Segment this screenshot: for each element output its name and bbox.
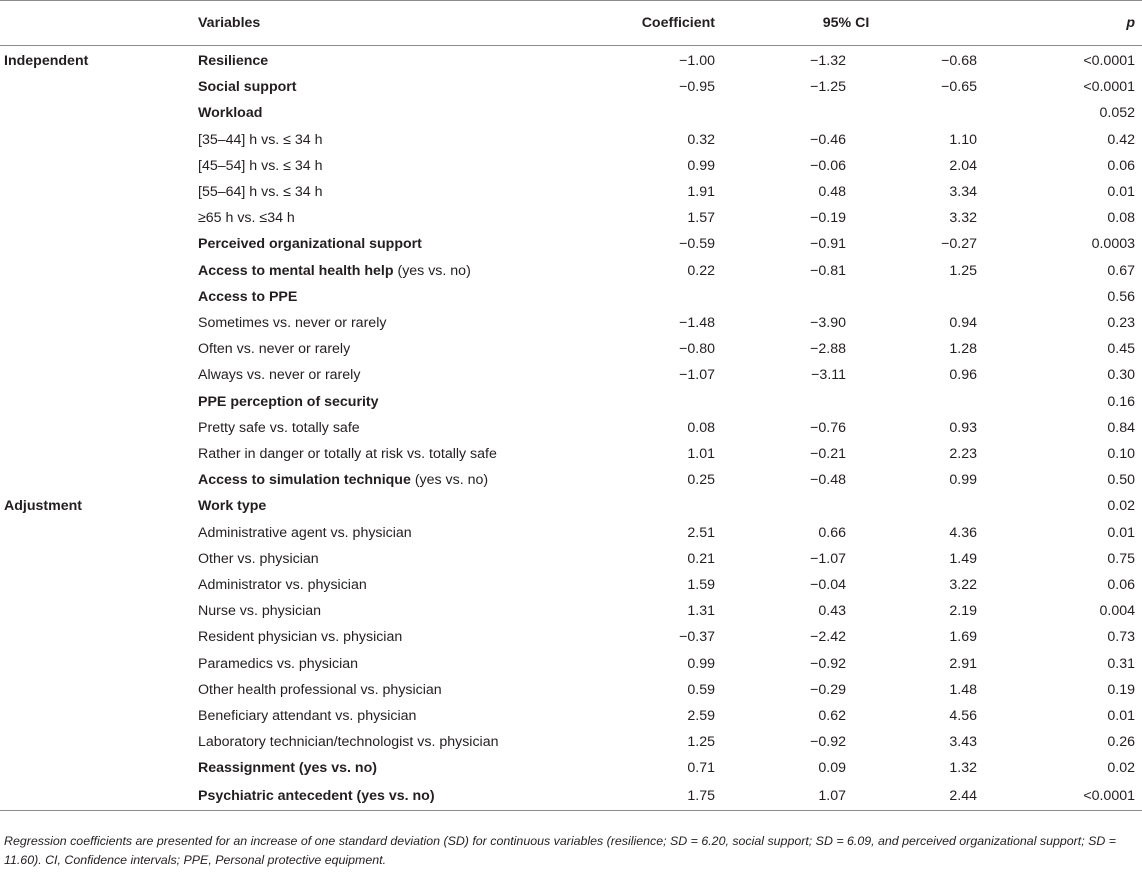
row-coefficient xyxy=(600,284,715,310)
row-ci-lower: −3.90 xyxy=(810,315,846,332)
header-row xyxy=(0,1,1142,46)
row-p-value: 0.01 xyxy=(1107,524,1135,541)
table-row xyxy=(0,677,1142,703)
row-coefficient: −1.07 xyxy=(679,367,715,384)
row-group-label xyxy=(0,677,198,703)
row-variable-label: Rather in danger or totally at risk vs. totally safe xyxy=(198,446,497,463)
row-variable-label: ≥65 h vs. ≤34 h xyxy=(198,210,295,227)
row-group-label xyxy=(0,782,198,811)
row-ci-upper: 4.56 xyxy=(949,708,977,725)
header-variables: Variables xyxy=(198,1,600,46)
row-coefficient: −0.59 xyxy=(679,236,715,253)
row-variable-label: Pretty safe vs. totally safe xyxy=(198,419,360,436)
table-row xyxy=(0,127,1142,153)
row-variable-label: Other vs. physician xyxy=(198,550,319,567)
row-ci-upper: 0.94 xyxy=(949,315,977,332)
row-variable-label: Access to PPE xyxy=(198,288,298,305)
row-ci-lower: 1.07 xyxy=(715,782,846,811)
table-row xyxy=(0,441,1142,467)
row-variable-label: Sometimes vs. never or rarely xyxy=(198,315,387,332)
row-variable-label: [45–54] h vs. ≤ 34 h xyxy=(198,157,323,174)
row-coefficient: −0.80 xyxy=(679,341,715,358)
row-group-label xyxy=(0,755,198,781)
row-variable-label: Nurse vs. physician xyxy=(198,603,322,620)
row-group-label xyxy=(0,205,198,231)
row-variable-label: Laboratory technician/technologist vs. physician xyxy=(198,734,499,751)
row-variable-label: Resilience xyxy=(198,53,269,69)
row-variable-label: Administrative agent vs. physician xyxy=(198,524,412,541)
row-variable-label: Perceived organizational support xyxy=(198,236,422,253)
table-row xyxy=(0,703,1142,729)
row-variable-cell xyxy=(198,284,600,310)
table-header xyxy=(0,1,1142,46)
table-row xyxy=(0,415,1142,441)
row-variable-cell xyxy=(198,598,600,624)
row-variable-cell xyxy=(198,677,600,703)
row-group-label xyxy=(0,598,198,624)
table-row xyxy=(0,362,1142,388)
row-ci-lower: 0.48 xyxy=(818,184,846,201)
row-ci-upper xyxy=(846,493,977,519)
table-row xyxy=(0,493,1142,519)
row-ci-upper: 1.10 xyxy=(949,131,977,148)
row-coefficient xyxy=(600,389,715,415)
table-row xyxy=(0,258,1142,284)
table-row xyxy=(0,755,1142,781)
row-p-value: 0.23 xyxy=(1107,315,1135,332)
table-row xyxy=(0,100,1142,126)
row-ci-upper: 2.44 xyxy=(846,782,977,811)
row-group-label xyxy=(0,284,198,310)
row-ci-upper xyxy=(846,284,977,310)
row-coefficient: 1.91 xyxy=(687,184,715,201)
row-ci-lower: 0.09 xyxy=(818,760,846,777)
row-variable-cell xyxy=(198,310,600,336)
row-group-label xyxy=(0,389,198,415)
row-ci-lower: 0.62 xyxy=(818,708,846,725)
row-p-value: <0.0001 xyxy=(1083,53,1135,69)
row-ci-upper: 3.34 xyxy=(949,184,977,201)
row-group-label xyxy=(0,258,198,284)
row-variable-cell xyxy=(198,782,600,811)
row-ci-lower: −2.88 xyxy=(810,341,846,358)
table-row xyxy=(0,572,1142,598)
row-p-value: 0.06 xyxy=(1107,157,1135,174)
row-group-label xyxy=(0,624,198,650)
row-variable-label: PPE perception of security xyxy=(198,393,379,410)
row-variable-label: Administrator vs. physician xyxy=(198,577,367,594)
row-p-value: 0.02 xyxy=(1107,760,1135,777)
row-coefficient: −1.00 xyxy=(679,53,715,69)
row-ci-upper: 2.19 xyxy=(949,603,977,620)
row-p-value: 0.10 xyxy=(1107,446,1135,463)
row-group-label xyxy=(0,310,198,336)
table-row xyxy=(0,153,1142,179)
row-ci-lower xyxy=(715,493,846,519)
table-row xyxy=(0,389,1142,415)
row-group-label xyxy=(0,127,198,153)
table-row xyxy=(0,467,1142,493)
row-coefficient: 0.99 xyxy=(687,655,715,672)
row-coefficient: 0.25 xyxy=(687,472,715,489)
row-variable-label: [55–64] h vs. ≤ 34 h xyxy=(198,184,323,201)
row-ci-upper: 2.23 xyxy=(949,446,977,463)
row-coefficient: 0.71 xyxy=(687,760,715,777)
row-coefficient: 1.57 xyxy=(687,210,715,227)
row-coefficient: 0.59 xyxy=(687,681,715,698)
row-ci-upper xyxy=(846,100,977,126)
row-p-value: 0.73 xyxy=(1107,629,1135,646)
row-variable-label: Work type xyxy=(198,498,267,515)
row-ci-upper: 3.22 xyxy=(949,577,977,594)
table-row xyxy=(0,310,1142,336)
row-variable-cell xyxy=(198,493,600,519)
row-ci-lower: −3.11 xyxy=(811,367,846,384)
row-ci-upper: −0.27 xyxy=(941,236,977,253)
row-variable-cell xyxy=(198,46,600,75)
row-ci-lower: −0.92 xyxy=(810,655,846,672)
row-variable-cell xyxy=(198,336,600,362)
row-coefficient: 1.31 xyxy=(687,603,715,620)
row-group-label xyxy=(0,336,198,362)
row-variable-suffix: (yes vs. no) xyxy=(410,472,489,489)
row-p-value: 0.50 xyxy=(1107,472,1135,489)
row-ci-lower: −0.46 xyxy=(810,131,846,148)
row-ci-lower: −0.48 xyxy=(810,472,846,489)
row-group-label xyxy=(0,703,198,729)
row-variable-cell xyxy=(198,415,600,441)
row-variable-cell xyxy=(198,100,600,126)
row-variable-label: Paramedics vs. physician xyxy=(198,655,359,672)
row-ci-upper: 1.25 xyxy=(949,262,977,279)
row-variable-cell xyxy=(198,520,600,546)
table-row xyxy=(0,729,1142,755)
row-variable-cell xyxy=(198,441,600,467)
row-p-value: <0.0001 xyxy=(1083,79,1135,96)
row-ci-upper: 1.48 xyxy=(949,681,977,698)
row-variable-label: Always vs. never or rarely xyxy=(198,367,361,384)
row-ci-upper: −0.65 xyxy=(941,79,977,96)
row-variable-label: Access to mental health help xyxy=(198,262,394,279)
row-variable-label: Beneficiary attendant vs. physician xyxy=(198,708,417,725)
row-coefficient: 0.99 xyxy=(687,157,715,174)
row-ci-lower: −2.42 xyxy=(810,629,846,646)
row-p-value: 0.16 xyxy=(1107,393,1135,410)
row-variable-cell xyxy=(198,205,600,231)
row-ci-lower: −1.25 xyxy=(810,79,846,96)
row-variable-label: Access to simulation technique xyxy=(198,472,411,489)
row-coefficient: 2.59 xyxy=(687,708,715,725)
row-variable-cell xyxy=(198,703,600,729)
row-ci-lower: −0.91 xyxy=(810,236,846,253)
row-variable-label: Reassignment (yes vs. no) xyxy=(198,760,377,777)
row-ci-lower: −0.76 xyxy=(810,419,846,436)
row-ci-lower xyxy=(715,389,846,415)
row-ci-upper: 4.36 xyxy=(949,524,977,541)
row-ci-upper: 3.43 xyxy=(949,734,977,751)
row-p-value: <0.0001 xyxy=(977,782,1142,811)
row-coefficient: −0.95 xyxy=(679,79,715,96)
table-row xyxy=(0,598,1142,624)
row-variable-label: Resident physician vs. physician xyxy=(198,629,403,646)
row-coefficient: 0.22 xyxy=(687,262,715,279)
row-p-value: 0.01 xyxy=(1107,184,1135,201)
table-row xyxy=(0,231,1142,257)
row-coefficient: 0.08 xyxy=(687,419,715,436)
row-variable-label: Other health professional vs. physician xyxy=(198,681,442,698)
row-ci-lower: −0.81 xyxy=(810,262,846,279)
row-group-label xyxy=(0,415,198,441)
table-row xyxy=(0,74,1142,100)
row-variable-cell xyxy=(198,729,600,755)
row-coefficient: 0.32 xyxy=(687,131,715,148)
table-footnote: Regression coefficients are presented for an increase of one standard deviation (SD) for continuous variables (resilience; SD = 6.20, social support; SD = 6.09, and perceived organizational support; SD = 11.60). CI, Confidence intervals; PPE, Personal protective equipment. xyxy=(4,834,1116,867)
row-coefficient: 2.51 xyxy=(687,524,715,541)
row-coefficient xyxy=(600,100,715,126)
row-variable-cell xyxy=(198,179,600,205)
row-p-value: 0.67 xyxy=(1107,262,1135,279)
row-p-value: 0.0003 xyxy=(1091,236,1135,253)
row-ci-lower: −0.92 xyxy=(810,734,846,751)
table-row xyxy=(0,46,1142,75)
row-p-value: 0.004 xyxy=(1099,603,1135,620)
row-variable-cell xyxy=(198,74,600,100)
row-p-value: 0.19 xyxy=(1107,681,1135,698)
row-variable-label: [35–44] h vs. ≤ 34 h xyxy=(198,131,323,148)
row-ci-upper: −0.68 xyxy=(941,53,977,69)
row-variable-cell xyxy=(198,651,600,677)
row-variable-cell xyxy=(198,755,600,781)
table-row xyxy=(0,782,1142,811)
row-variable-cell xyxy=(198,231,600,257)
row-p-value: 0.01 xyxy=(1107,708,1135,725)
row-coefficient: 1.75 xyxy=(600,782,715,811)
row-p-value: 0.75 xyxy=(1107,550,1135,567)
table-body xyxy=(0,46,1142,811)
row-group-label xyxy=(0,651,198,677)
row-ci-lower: −0.06 xyxy=(810,157,846,174)
row-variable-label: Often vs. never or rarely xyxy=(198,341,351,358)
table-row xyxy=(0,546,1142,572)
row-ci-upper: 0.93 xyxy=(949,419,977,436)
row-group-label xyxy=(0,231,198,257)
row-ci-upper: 1.28 xyxy=(949,341,977,358)
row-ci-upper: 1.49 xyxy=(949,550,977,567)
row-variable-cell xyxy=(198,467,600,493)
header-group-blank xyxy=(0,1,198,46)
header-coefficient: Coefficient xyxy=(600,1,715,46)
header-ci: 95% CI xyxy=(715,1,977,46)
row-group-label xyxy=(0,441,198,467)
row-ci-lower: −0.19 xyxy=(810,210,846,227)
row-ci-upper: 2.04 xyxy=(949,157,977,174)
row-variable-cell xyxy=(198,127,600,153)
row-variable-cell xyxy=(198,624,600,650)
row-ci-upper: 0.99 xyxy=(949,472,977,489)
row-coefficient: 1.59 xyxy=(687,577,715,594)
row-ci-upper: 0.96 xyxy=(949,367,977,384)
row-ci-upper xyxy=(846,389,977,415)
row-variable-suffix: (yes vs. no) xyxy=(393,262,471,279)
row-p-value: 0.84 xyxy=(1107,419,1135,436)
row-ci-lower: −0.29 xyxy=(810,681,846,698)
row-group-label xyxy=(0,362,198,388)
row-ci-upper: 1.32 xyxy=(949,760,977,777)
row-ci-lower xyxy=(715,284,846,310)
row-group-label xyxy=(0,572,198,598)
row-ci-lower: 0.43 xyxy=(818,603,846,620)
row-group-label: Independent xyxy=(4,53,89,69)
table-row xyxy=(0,179,1142,205)
row-p-value: 0.42 xyxy=(1107,131,1135,148)
row-p-value: 0.08 xyxy=(1107,210,1135,227)
row-p-value: 0.26 xyxy=(1107,734,1135,751)
row-variable-cell xyxy=(198,153,600,179)
row-group-label xyxy=(0,467,198,493)
row-ci-upper: 1.69 xyxy=(949,629,977,646)
row-p-value: 0.02 xyxy=(1107,498,1135,515)
row-ci-lower: 0.66 xyxy=(818,524,846,541)
row-ci-lower xyxy=(715,100,846,126)
row-p-value: 0.30 xyxy=(1107,367,1135,384)
row-variable-cell xyxy=(198,258,600,284)
row-ci-upper: 3.32 xyxy=(949,210,977,227)
row-ci-lower: −0.21 xyxy=(810,446,846,463)
row-variable-label: Psychiatric antecedent (yes vs. no) xyxy=(198,787,435,804)
row-ci-lower: −1.07 xyxy=(810,550,846,567)
row-ci-upper: 2.91 xyxy=(949,655,977,672)
row-group-label xyxy=(0,100,198,126)
row-coefficient: −1.48 xyxy=(679,315,715,332)
header-p: p xyxy=(977,1,1142,46)
table-row xyxy=(0,284,1142,310)
row-p-value: 0.45 xyxy=(1107,341,1135,358)
row-coefficient: 1.01 xyxy=(687,446,715,463)
row-ci-lower: −0.04 xyxy=(810,577,846,594)
row-variable-label: Workload xyxy=(198,105,263,122)
row-p-value: 0.06 xyxy=(1107,577,1135,594)
row-variable-cell xyxy=(198,546,600,572)
row-coefficient: 0.21 xyxy=(687,550,715,567)
row-variable-label: Social support xyxy=(198,79,297,96)
row-p-value: 0.56 xyxy=(1107,288,1135,305)
row-group-label xyxy=(0,74,198,100)
row-coefficient: 1.25 xyxy=(687,734,715,751)
row-coefficient: −0.37 xyxy=(679,629,715,646)
row-group-label xyxy=(0,520,198,546)
table-row xyxy=(0,651,1142,677)
row-group-label xyxy=(0,153,198,179)
row-group-label: Adjustment xyxy=(4,498,83,515)
table-row xyxy=(0,520,1142,546)
row-group-label xyxy=(0,729,198,755)
row-variable-cell xyxy=(198,572,600,598)
row-p-value: 0.31 xyxy=(1107,655,1135,672)
row-variable-cell xyxy=(198,389,600,415)
row-ci-lower: −1.32 xyxy=(810,53,846,69)
table-row xyxy=(0,624,1142,650)
table-row xyxy=(0,336,1142,362)
row-group-label xyxy=(0,546,198,572)
row-variable-cell xyxy=(198,362,600,388)
row-coefficient xyxy=(600,493,715,519)
row-group-label xyxy=(0,179,198,205)
table-row xyxy=(0,205,1142,231)
row-p-value: 0.052 xyxy=(1099,105,1135,122)
